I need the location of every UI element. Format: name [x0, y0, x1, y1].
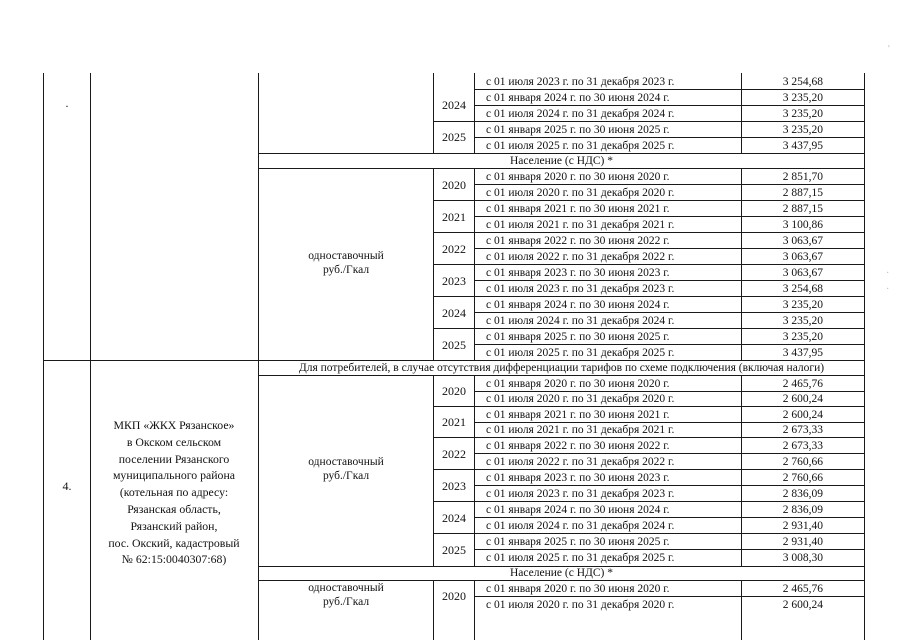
org-line: поселении Рязанского — [118, 451, 230, 466]
year-cell: 2025 — [442, 543, 466, 557]
value-cell: 2 673,33 — [782, 440, 823, 452]
scan-mark: · — [886, 284, 890, 295]
period-cell: с 01 января 2021 г. по 30 июня 2021 г. — [486, 409, 670, 421]
period-cell: с 01 июля 2025 г. по 31 декабря 2025 г. — [486, 347, 675, 359]
hline — [258, 168, 865, 169]
value-cell: 2 887,15 — [782, 187, 823, 199]
year-cell: 2021 — [442, 415, 466, 429]
period-cell: с 01 января 2022 г. по 30 июня 2022 г. — [486, 235, 670, 247]
value-cell: 3 008,30 — [782, 552, 823, 564]
year-cell: 2020 — [442, 589, 466, 603]
org-line: пос. Окский, кадастровый — [108, 535, 240, 550]
period-cell: с 01 июля 2022 г. по 31 декабря 2022 г. — [486, 456, 675, 468]
period-cell: с 01 июля 2024 г. по 31 декабря 2024 г. — [486, 520, 675, 532]
hline — [433, 406, 865, 407]
hline — [433, 469, 865, 470]
border-left — [43, 73, 44, 640]
value-cell: 3 063,67 — [782, 251, 823, 263]
value-cell: 3 235,20 — [782, 331, 823, 343]
value-cell: 2 931,40 — [782, 520, 823, 532]
hline — [433, 501, 865, 502]
period-cell: с 01 января 2020 г. по 30 июня 2020 г. — [486, 171, 670, 183]
tariff-type-block — [259, 455, 433, 483]
period-cell: с 01 июля 2025 г. по 31 декабря 2025 г. — [486, 552, 675, 564]
hline — [474, 517, 865, 518]
hline — [474, 549, 865, 550]
value-cell: 3 437,95 — [782, 140, 823, 152]
period-cell: с 01 июля 2024 г. по 31 декабря 2024 г. — [486, 315, 675, 327]
org-line: Рязанский район, — [130, 518, 218, 533]
org-line: МКП «ЖКХ Рязанское» — [113, 418, 235, 432]
hline — [474, 280, 865, 281]
year-cell: 2025 — [442, 130, 466, 144]
period-cell: с 01 июля 2020 г. по 31 декабря 2020 г. — [486, 393, 675, 405]
hline — [474, 248, 865, 249]
hline — [474, 596, 865, 597]
value-cell: 2 760,66 — [782, 456, 823, 468]
org-line: в Окском сельском — [126, 434, 222, 449]
value-cell: 2 931,40 — [782, 536, 823, 548]
value-cell: 2 600,24 — [782, 393, 823, 405]
hline — [474, 344, 865, 345]
border-period-col-a — [741, 73, 742, 153]
tariff-type: одноставочный — [308, 456, 384, 468]
hline — [474, 485, 865, 486]
org-line: Рязанская область, — [127, 501, 221, 516]
border-type-col-a — [433, 73, 434, 153]
org-line: № 62:15:0040307:68) — [121, 552, 227, 567]
hline — [433, 296, 865, 297]
value-cell: 2 851,70 — [782, 171, 823, 183]
border-period-col-c — [741, 375, 742, 566]
hline — [474, 216, 865, 217]
period-cell: с 01 июля 2023 г. по 31 декабря 2023 г. — [486, 488, 675, 500]
value-cell: 2 465,76 — [782, 583, 823, 595]
value-cell: 2 465,76 — [782, 378, 823, 390]
year-cell: 2022 — [442, 242, 466, 256]
tariff-type: одноставочный — [308, 582, 384, 594]
tariff-type-block — [259, 581, 433, 609]
border-number-col — [90, 73, 91, 640]
hline — [433, 232, 865, 233]
period-cell: с 01 января 2022 г. по 30 июня 2022 г. — [486, 440, 670, 452]
period-cell: с 01 января 2025 г. по 30 июня 2025 г. — [486, 331, 670, 343]
scan-mark: · — [886, 268, 890, 279]
section-header-population: Население (с НДС) * — [510, 155, 613, 167]
tariff-unit: руб./Гкал — [322, 596, 370, 608]
scan-mark: ' — [888, 44, 890, 55]
border-type-col-d — [433, 580, 434, 640]
value-cell: 3 100,86 — [782, 219, 823, 231]
period-cell: с 01 июля 2021 г. по 31 декабря 2021 г. — [486, 424, 675, 436]
tariff-unit: руб./Гкал — [322, 264, 370, 276]
year-cell: 2022 — [442, 447, 466, 461]
value-cell: 3 063,67 — [782, 235, 823, 247]
value-cell: 3 235,20 — [782, 92, 823, 104]
value-cell: 2 600,24 — [782, 409, 823, 421]
value-cell: 3 254,68 — [782, 76, 823, 88]
value-cell: 2 836,09 — [782, 488, 823, 500]
hline — [258, 375, 865, 376]
border-year-col-d — [474, 580, 475, 640]
year-cell: 2023 — [442, 479, 466, 493]
org-line: муниципального района — [112, 468, 236, 483]
period-cell: с 01 января 2023 г. по 30 июня 2023 г. — [486, 472, 670, 484]
period-cell: с 01 января 2023 г. по 30 июня 2023 г. — [486, 267, 670, 279]
value-cell: 3 235,20 — [782, 108, 823, 120]
border-right — [864, 73, 865, 640]
value-cell: 3 235,20 — [782, 124, 823, 136]
period-cell: с 01 января 2020 г. по 30 июня 2020 г. — [486, 583, 670, 595]
value-cell: 3 235,20 — [782, 299, 823, 311]
organization-name — [92, 417, 256, 568]
tariff-unit: руб./Гкал — [322, 470, 370, 482]
hline — [474, 89, 865, 90]
row-number: 4. — [62, 479, 72, 493]
tariff-type-block — [259, 249, 433, 277]
period-cell: с 01 января 2024 г. по 30 июня 2024 г. — [486, 504, 670, 516]
hline — [474, 184, 865, 185]
hline — [433, 200, 865, 201]
period-cell: с 01 января 2020 г. по 30 июня 2020 г. — [486, 378, 670, 390]
hline — [474, 137, 865, 138]
border-period-col-d — [741, 580, 742, 640]
period-cell: с 01 июля 2025 г. по 31 декабря 2025 г. — [486, 140, 675, 152]
period-cell: с 01 июля 2024 г. по 31 декабря 2024 г. — [486, 108, 675, 120]
period-cell: с 01 июля 2022 г. по 31 декабря 2022 г. — [486, 251, 675, 263]
hline — [433, 437, 865, 438]
tariff-type: одноставочный — [308, 250, 384, 262]
year-cell: 2020 — [442, 178, 466, 192]
hline — [474, 453, 865, 454]
period-cell: с 01 января 2024 г. по 30 июня 2024 г. — [486, 299, 670, 311]
value-cell: 2 673,33 — [782, 424, 823, 436]
border-year-col-a — [474, 73, 475, 153]
border-type-col-c — [433, 375, 434, 566]
year-cell: 2024 — [442, 511, 466, 525]
year-cell: 2024 — [442, 98, 466, 112]
value-cell: 2 836,09 — [782, 504, 823, 516]
hline — [474, 105, 865, 106]
year-cell: 2024 — [442, 306, 466, 320]
period-cell: с 01 января 2025 г. по 30 июня 2025 г. — [486, 536, 670, 548]
period-cell: с 01 января 2024 г. по 30 июня 2024 г. — [486, 92, 670, 104]
org-line: (котельная по адресу: — [119, 485, 229, 500]
value-cell: 3 437,95 — [782, 347, 823, 359]
hline — [474, 312, 865, 313]
hline — [433, 328, 865, 329]
row-marker-top: . — [65, 96, 69, 110]
hline — [433, 264, 865, 265]
period-cell: с 01 января 2021 г. по 30 июня 2021 г. — [486, 203, 670, 215]
period-cell: с 01 июля 2020 г. по 31 декабря 2020 г. — [486, 599, 675, 611]
hline — [433, 121, 865, 122]
value-cell: 3 063,67 — [782, 267, 823, 279]
year-cell: 2021 — [442, 210, 466, 224]
hline — [433, 533, 865, 534]
value-cell: 2 600,24 — [782, 599, 823, 611]
section-header-no-diff: Для потребителей, в случае отсутствия дифференциации тарифов по схеме подключения (включая налоги) — [298, 362, 825, 374]
value-cell: 3 235,20 — [782, 315, 823, 327]
period-cell: с 01 января 2025 г. по 30 июня 2025 г. — [486, 124, 670, 136]
period-cell: с 01 июля 2023 г. по 31 декабря 2023 г. — [486, 283, 675, 295]
year-cell: 2023 — [442, 274, 466, 288]
year-cell: 2020 — [442, 384, 466, 398]
border-year-col-c — [474, 375, 475, 566]
value-cell: 3 254,68 — [782, 283, 823, 295]
year-cell: 2025 — [442, 338, 466, 352]
value-cell: 2 760,66 — [782, 472, 823, 484]
value-cell: 2 887,15 — [782, 203, 823, 215]
period-cell: с 01 июля 2020 г. по 31 декабря 2020 г. — [486, 187, 675, 199]
period-cell: с 01 июля 2023 г. по 31 декабря 2023 г. — [486, 76, 675, 88]
section-header-population: Население (с НДС) * — [510, 567, 613, 579]
period-cell: с 01 июля 2021 г. по 31 декабря 2021 г. — [486, 219, 675, 231]
